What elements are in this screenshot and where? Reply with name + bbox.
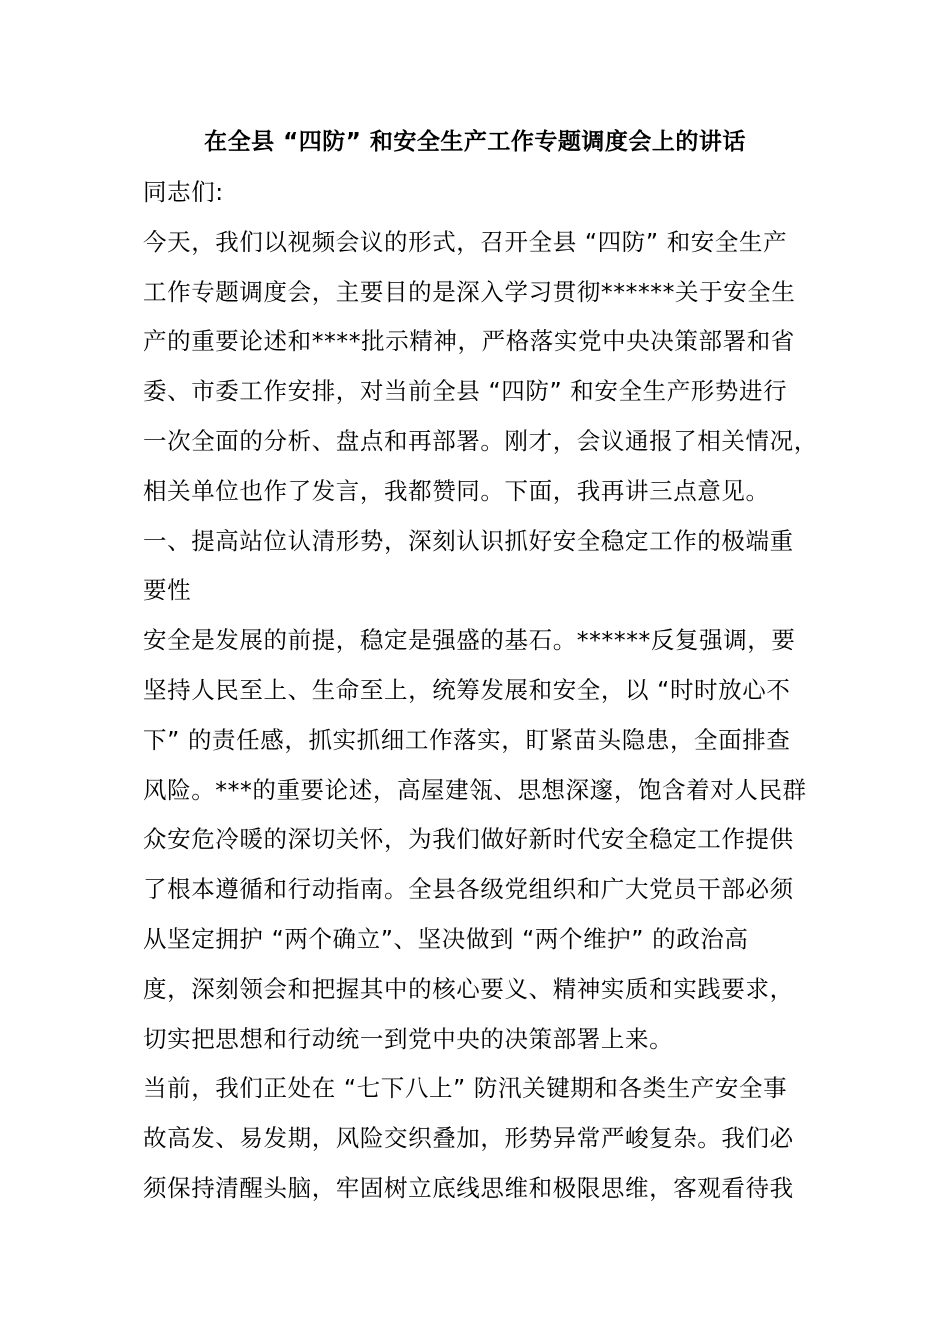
document-body (143, 172, 833, 1218)
text-line: 切实把思想和行动统一到党中央的决策部署上来。 (143, 1024, 674, 1053)
text-line: 今天，我们以视频会议的形式，召开全县 “四防” 和安全生产 (143, 227, 788, 256)
text-line: 故高发、易发期，风险交织叠加，形势异常严峻复杂。我们必 (143, 1124, 794, 1153)
text-line: 了根本遵循和行动指南。全县各级党组织和广大党员干部必须 (143, 875, 794, 904)
text-line: 众安危冷暖的深切关怀，为我们做好新时代安全稳定工作提供 (143, 825, 794, 854)
text-line: 从坚定拥护 “两个确立”、坚决做到 “两个维护” 的政治高 (143, 924, 749, 953)
text-line: 须保持清醒头脑，牢固树立底线思维和极限思维，客观看待我 (143, 1173, 794, 1202)
section-heading-line: 要性 (143, 576, 192, 605)
text-line: 安全是发展的前提，稳定是强盛的基石。******反复强调，要 (143, 626, 796, 655)
text-line: 工作专题调度会，主要目的是深入学习贯彻******关于安全生 (143, 277, 796, 306)
text-line: 一次全面的分析、盘点和再部署。刚才，会议通报了相关情况， (143, 426, 818, 455)
document-title: 在全县 “四防” 和安全生产工作专题调度会上的讲话 (204, 129, 746, 155)
text-line: 当前，我们正处在 “七下八上” 防汛关键期和各类生产安全事 (143, 1074, 788, 1103)
text-line: 风险。***的重要论述，高屋建瓴、思想深邃，饱含着对人民群 (143, 775, 807, 804)
text-line: 坚持人民至上、生命至上，统筹发展和安全，以 “时时放心不 (143, 675, 791, 704)
section-heading-line: 一、提高站位认清形势，深刻认识抓好安全稳定工作的极端重 (143, 526, 794, 555)
text-line: 度，深刻领会和把握其中的核心要义、精神实质和实践要求， (143, 974, 794, 1003)
text-line: 产的重要论述和****批示精神，严格落实党中央决策部署和省 (143, 327, 795, 356)
text-line: 同志们: (143, 178, 224, 206)
text-line: 相关单位也作了发言，我都赞同。下面，我再讲三点意见。 (143, 476, 770, 505)
text-line: 委、市委工作安排，对当前全县 “四防” 和安全生产形势进行 (143, 377, 788, 406)
text-line: 下” 的责任感，抓实抓细工作落实，盯紧苗头隐患，全面排查 (143, 725, 791, 754)
